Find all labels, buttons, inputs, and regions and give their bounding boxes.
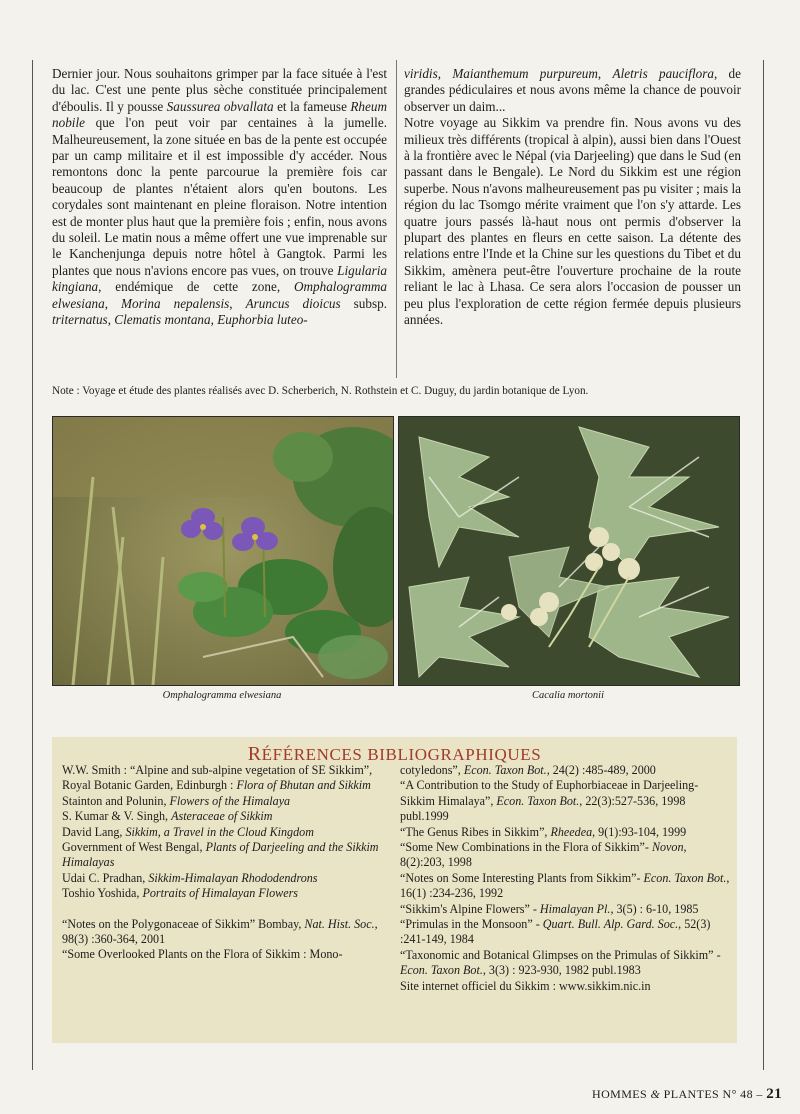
article-left-column (52, 66, 387, 329)
photo-omphalogramma (52, 416, 394, 686)
italic-text: Econ. Taxon Bot. (463, 763, 547, 777)
italic-text: Sikkim, a Travel in the Cloud Kingdom (125, 824, 314, 839)
italic-text: Euphorbia luteo- (217, 312, 308, 328)
reference-entry: Stainton and Polunin, Flowers of the Himalaya (62, 793, 291, 808)
reference-entry: S. Kumar & V. Singh, Asteraceae of Sikkim (62, 809, 273, 824)
italic-text: Ligularia kingiana (52, 262, 387, 295)
italic-text: Asteraceae of Sikkim (171, 809, 273, 824)
reference-entry: “Taxonomic and Botanical Glimpses on the Primulas of Sikkim” - Econ. Taxon Bot., 3(3) : 923-930, 1982 publ.1983 (400, 947, 721, 978)
article-paragraph: viridis, Maianthemum purpureum, Aletris pauciflora, de grandes pédiculaires et nous avons même la chance de pouvoir observer un daim... (404, 66, 742, 114)
italic-text: Morina nepalensis (121, 295, 230, 311)
reference-entry: “A Contribution to the Study of Euphorbiaceae in Darjeeling-Sikkim Himalaya”, Econ. Taxon Bot., 22(3):527-536, 1998 publ.1999 (400, 778, 699, 824)
italic-text: Omphalogramma elwesiana (52, 279, 387, 311)
italic-text: Quart. Bull. Alp. Gard. Soc. (542, 917, 679, 932)
photo-cacalia-image (399, 417, 739, 685)
italic-text: Himalayan Pl. (539, 901, 611, 916)
italic-text: triternatus (52, 312, 108, 328)
references-right-column (400, 763, 730, 994)
italic-text: Rheedea (550, 824, 593, 839)
reference-entry: David Lang, Sikkim, a Travel in the Cloud Kingdom (62, 824, 314, 839)
reference-entry: Toshio Yoshida, Portraits of Himalayan Flowers (62, 886, 299, 901)
italic-text: Econ. Taxon Bot. (400, 963, 483, 978)
reference-entry: “Some New Combinations in the Flora of Sikkim”- Novon, 8(2):203, 1998 (400, 840, 687, 870)
reference-entry: “Some Overlooked Plants on the Flora of Sikkim : Mono- (62, 947, 343, 962)
reference-entry: Royal Botanic Garden, Edinburgh : Flora of Bhutan and Sikkim (62, 778, 371, 793)
article-right-column (404, 66, 741, 329)
reference-gap (62, 902, 394, 917)
references-title-initial: R (247, 743, 262, 765)
italic-text: viridis (404, 66, 438, 81)
photo-caption-right: Cacalia mortonii (531, 690, 605, 701)
italic-text: Econ. Taxon Bot. (643, 870, 727, 885)
reference-entry: Site internet officiel du Sikkim : www.sikkim.nic.in (400, 978, 651, 993)
reference-entry: “Primulas in the Monsoon” - Quart. Bull. Alp. Gard. Soc., 52(3) :241-149, 1984 (400, 917, 711, 947)
page-footer (592, 1086, 782, 1103)
italic-text: Rheum nobile (52, 98, 387, 131)
italic-text: Saussurea obvallata (166, 98, 274, 114)
reference-entry: “The Genus Ribes in Sikkim”, Rheedea, 9(1):93-104, 1999 (400, 824, 687, 839)
reference-entry: Udai C. Pradhan, Sikkim-Himalayan Rhododendrons (62, 870, 318, 885)
italic-text: Flowers of the Himalaya (169, 793, 291, 808)
footer-magazine: HOMMES (592, 1087, 651, 1101)
reference-entry: “Sikkim's Alpine Flowers” - Himalayan Pl., 3(5) : 6-10, 1985 (400, 901, 699, 916)
photo-omphalogramma-image (53, 417, 393, 685)
photo-caption-left: Omphalogramma elwesiana (162, 690, 282, 701)
italic-text: Sikkim-Himalayan Rhododendrons (148, 870, 318, 885)
reference-entry: cotyledons”, Econ. Taxon Bot., 24(2) :485-489, 2000 (400, 763, 656, 777)
italic-text: Aletris pauciflora (612, 66, 714, 81)
footer-ampersand: & (650, 1087, 661, 1101)
italic-text: Aruncus dioicus (245, 295, 341, 311)
acknowledgement-note: Note : Voyage et étude des plantes réalisés avec D. Scherberich, N. Rothstein et C. Duguy, du jardin botanique de Lyon. (52, 385, 589, 397)
italic-text: Maianthemum purpureum (452, 66, 598, 81)
footer-issue: PLANTES N° 48 – (660, 1087, 767, 1101)
italic-text: Novon (651, 840, 684, 855)
article-paragraph: Dernier jour. Nous souhaitons grimper par la face située à l'est du lac. C'est une pente plus sèche constituée principalement d'éboulis. Il y pousse Saussurea obvallata et la fameuse Rheum nobile que l'on peut voir par centaines à la jumelle. Malheureusement, la zone située en bas de la pente est occupée par un camp militaire et il est impossible d'y accéder. Nous remontons donc la pente parcourue la première fois car beaucoup de plantes n'étaient alors qu'en boutons. Les corydales sont maintenant en pleine floraison. Notre intention est de monter plus haut que la première fois ; enfin, nous avons du soleil. Le matin nous a même offert une vue imprenable sur le Kanchenjunga depuis notre hôtel à Gangtok. Parmi les plantes que nous n'avions encore pas vues, on trouve Ligularia kingiana, endémique de cette zone, Omphalogramma elwesiana, Morina nepalensis, Aruncus dioicus subsp. triternatus, Clematis montana, Euphorbia luteo- (52, 66, 387, 328)
page-number: 21 (766, 1086, 782, 1102)
reference-entry: W.W. Smith : “Alpine and sub-alpine vegetation of SE Sikkim”, (62, 763, 373, 777)
references-title-rest: ÉFÉRENCES BIBLIOGRAPHIQUES (261, 745, 542, 764)
italic-text: Clematis montana (114, 312, 211, 328)
italic-text: Flora of Bhutan and Sikkim (236, 778, 371, 793)
references-box (52, 737, 737, 1043)
column-divider (396, 60, 397, 378)
italic-text: Econ. Taxon Bot. (496, 793, 580, 808)
italic-text: Nat. Hist. Soc. (304, 916, 375, 931)
article-paragraph: Notre voyage au Sikkim va prendre fin. Nous avons vu des milieux très différents (tropical à alpin), aussi bien dans l'Ouest à la frontière avec le Népal (via Darjeeling) que dans le Sud (en passant dans le Bengale). Le Nord du Sikkim est une région superbe. Nous n'avons malheureusement pas pu visiter ; mais la région du lac Tsomgo mérite vraiment que l'on s'y attarde. Les quatre jours passés là-haut nous ont permis d'observer la plupart des plantes en fleurs en cette saison. La détente des relations entre l'Inde et la Chine sur les questions du Tibet et du Sikkim, amènera peut-être l'ouverture prochaine de la route reliant le lac à Lhasa. Ce sera alors l'occasion de pousser un peu plus l'exploration de cette région fermée depuis plusieurs années. (404, 115, 741, 328)
reference-entry: Government of West Bengal, Plants of Darjeeling and the Sikkim Himalayas (62, 840, 379, 870)
reference-entry: “Notes on the Polygonaceae of Sikkim” Bombay, Nat. Hist. Soc., 98(3) :360-364, 2001 (62, 916, 378, 947)
reference-entry: “Notes on Some Interesting Plants from Sikkim”- Econ. Taxon Bot., 16(1) :234-236, 1992 (400, 870, 730, 901)
references-left-column (62, 763, 394, 963)
italic-text: Plants of Darjeeling and the Sikkim Himalayas (62, 840, 379, 870)
italic-text: Portraits of Himalayan Flowers (142, 886, 299, 901)
photo-cacalia (398, 416, 740, 686)
